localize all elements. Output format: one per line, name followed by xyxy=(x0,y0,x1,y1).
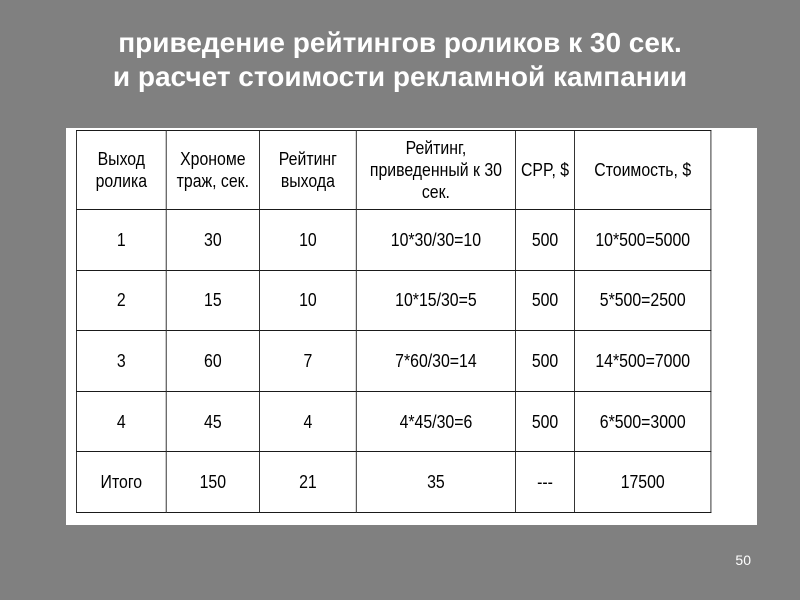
table-cell: 14*500=7000 xyxy=(575,331,711,392)
table-cell: 2 xyxy=(76,270,166,331)
header-cell: CPP, $ xyxy=(516,131,575,210)
table-row xyxy=(76,270,710,331)
table-cell: 4*45/30=6 xyxy=(356,391,515,452)
table-cell: 21 xyxy=(259,452,356,513)
table-cell: 5*500=2500 xyxy=(575,270,711,331)
table-cell: 10 xyxy=(259,270,356,331)
table-cell: 17500 xyxy=(575,452,711,513)
table-cell: 10 xyxy=(259,210,356,271)
table-cell: 7*60/30=14 xyxy=(356,331,515,392)
table-cell: 6*500=3000 xyxy=(575,391,711,452)
table-row xyxy=(76,391,710,452)
table-cell: 150 xyxy=(166,452,259,513)
table-cell: 4 xyxy=(76,391,166,452)
slide-title xyxy=(0,26,800,94)
table-cell: 7 xyxy=(259,331,356,392)
table-cell: 10*15/30=5 xyxy=(356,270,515,331)
header-cell: Хрономе траж, сек. xyxy=(166,131,259,210)
table-header-row xyxy=(76,131,710,210)
table-cell: 10*500=5000 xyxy=(575,210,711,271)
table-cell: 500 xyxy=(516,331,575,392)
slide-title-line-1: приведение рейтингов роликов к 30 сек. xyxy=(118,27,682,58)
slide-title-line-2: и расчет стоимости рекламной кампании xyxy=(112,61,688,92)
ratings-table xyxy=(76,130,711,513)
header-cell: Выход ролика xyxy=(76,131,166,210)
table-panel xyxy=(66,128,757,525)
table-cell: 10*30/30=10 xyxy=(356,210,515,271)
table-total-row xyxy=(76,452,710,513)
table-cell: 500 xyxy=(516,391,575,452)
page-number: 50 xyxy=(735,552,751,568)
table-row xyxy=(76,210,710,271)
table-row xyxy=(76,331,710,392)
table-cell: 1 xyxy=(76,210,166,271)
table-cell: --- xyxy=(516,452,575,513)
header-cell: Рейтинг, приведенный к 30 сек. xyxy=(356,131,515,210)
table-cell: 35 xyxy=(356,452,515,513)
table-cell: 45 xyxy=(166,391,259,452)
table-cell: 3 xyxy=(76,331,166,392)
header-cell: Рейтинг выхода xyxy=(259,131,356,210)
table-cell: 60 xyxy=(166,331,259,392)
header-cell: Стоимость, $ xyxy=(575,131,711,210)
table-cell: 4 xyxy=(259,391,356,452)
table-cell: 15 xyxy=(166,270,259,331)
table-cell: 500 xyxy=(516,270,575,331)
table-cell: 500 xyxy=(516,210,575,271)
table-cell: 30 xyxy=(166,210,259,271)
table-cell: Итого xyxy=(76,452,166,513)
